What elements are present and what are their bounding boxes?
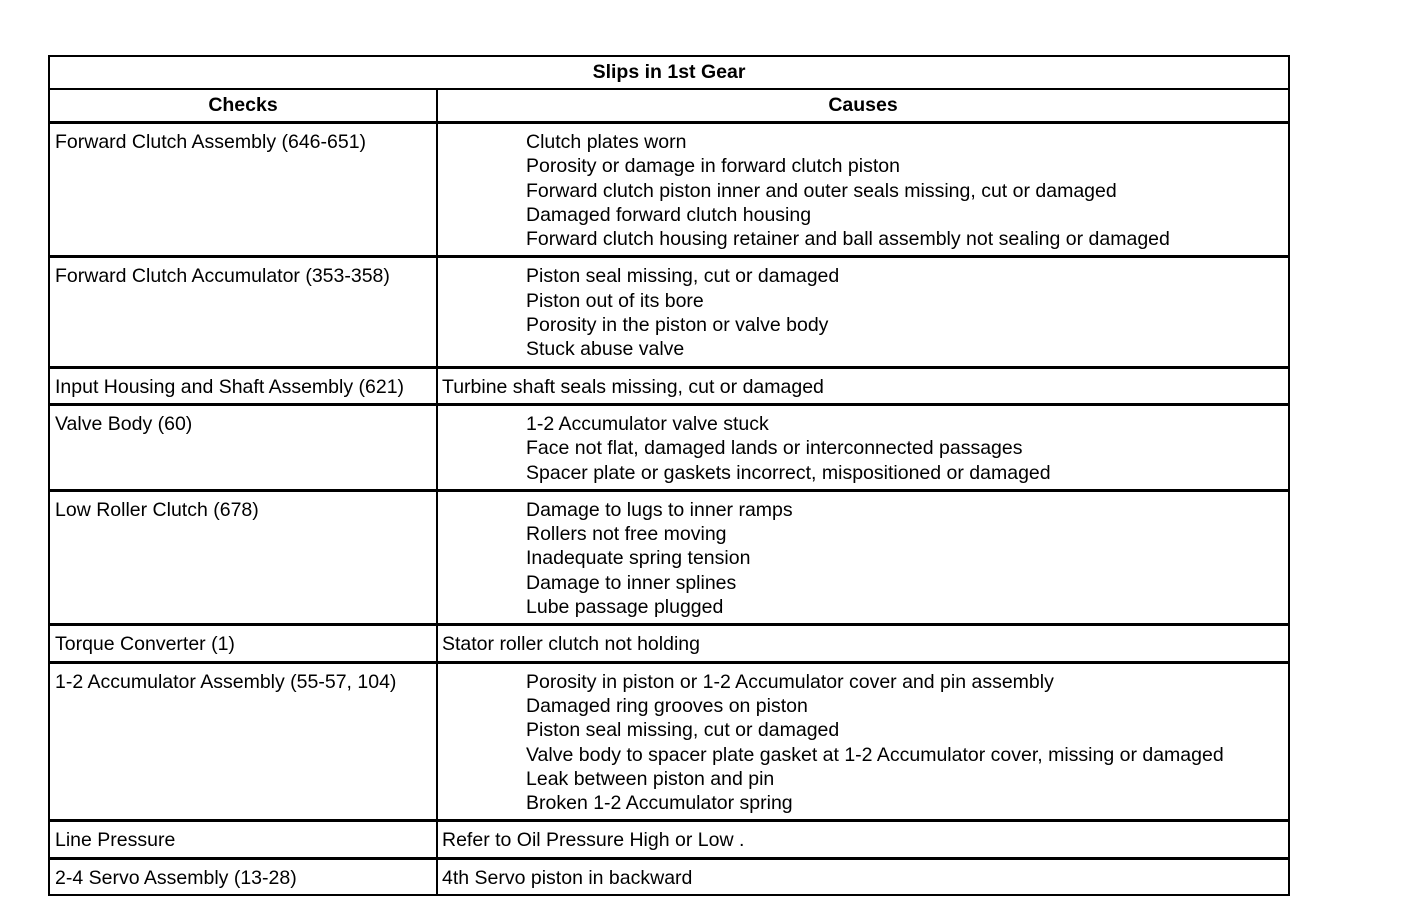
- cause-item: Stator roller clutch not holding: [442, 633, 700, 656]
- column-header-checks: Checks: [49, 89, 437, 123]
- check-cell: 2-4 Servo Assembly (13-28): [49, 858, 437, 895]
- cause-item: Refer to Oil Pressure High or Low .: [442, 829, 745, 852]
- causes-cell: [437, 367, 1289, 404]
- table-row: [49, 625, 1289, 662]
- cause-item: 1-2 Accumulator valve stuck: [526, 412, 769, 435]
- cause-item: Forward clutch housing retainer and ball assembly not sealing or damaged: [526, 228, 1170, 251]
- cause-item: Forward clutch piston inner and outer seals missing, cut or damaged: [526, 179, 1117, 202]
- cause-item: Valve body to spacer plate gasket at 1-2 Accumulator cover, missing or damaged: [526, 743, 1224, 766]
- cause-item: Damaged forward clutch housing: [526, 203, 812, 226]
- table-title: Slips in 1st Gear: [49, 56, 1289, 89]
- cause-item: Clutch plates worn: [526, 131, 687, 153]
- table-row: [49, 367, 1289, 404]
- cause-item: Damage to lugs to inner ramps: [526, 498, 793, 521]
- check-cell: Valve Body (60): [49, 404, 437, 490]
- cause-item: Rollers not free moving: [526, 523, 727, 546]
- check-cell: Torque Converter (1): [49, 625, 437, 662]
- cause-item: Piston seal missing, cut or damaged: [526, 265, 840, 288]
- table-row: [49, 662, 1289, 821]
- cause-item: Damage to inner splines: [526, 571, 737, 594]
- cause-item: Porosity in piston or 1-2 Accumulator cover and pin assembly: [526, 670, 1054, 693]
- check-cell: 1-2 Accumulator Assembly (55-57, 104): [49, 662, 437, 821]
- cause-item: Damaged ring grooves on piston: [526, 694, 808, 717]
- causes-cell: [437, 662, 1289, 821]
- cause-item: Porosity or damage in forward clutch piston: [526, 155, 900, 178]
- check-cell: Forward Clutch Accumulator (353-358): [49, 257, 437, 367]
- cause-item: Stuck abuse valve: [526, 338, 685, 361]
- cause-item: Porosity in the piston or valve body: [526, 314, 829, 337]
- check-cell: Forward Clutch Assembly (646-651): [49, 123, 437, 257]
- cause-item: Broken 1-2 Accumulator spring: [526, 792, 793, 815]
- table-row: [49, 490, 1289, 624]
- cause-item: Inadequate spring tension: [526, 547, 751, 570]
- cause-item: Face not flat, damaged lands or interconnected passages: [526, 437, 1023, 460]
- cause-item: Piston seal missing, cut or damaged: [526, 719, 840, 742]
- table-row: [49, 257, 1289, 367]
- cause-item: Spacer plate or gaskets incorrect, mispositioned or damaged: [526, 461, 1051, 484]
- diagnosis-table: [48, 55, 1290, 896]
- column-header-causes: Causes: [437, 89, 1289, 123]
- cause-item: Leak between piston and pin: [526, 767, 775, 790]
- table-row: [49, 404, 1289, 490]
- table-row: [49, 821, 1289, 858]
- check-cell: Line Pressure: [49, 821, 437, 858]
- cause-item: Turbine shaft seals missing, cut or damaged: [442, 375, 824, 398]
- check-cell: Low Roller Clutch (678): [49, 490, 437, 624]
- cause-item: Piston out of its bore: [526, 289, 704, 312]
- table-row: [49, 858, 1289, 895]
- table-row: [49, 123, 1289, 257]
- cause-item: 4th Servo piston in backward: [442, 866, 693, 889]
- causes-cell: [437, 123, 1289, 257]
- causes-cell: [437, 490, 1289, 624]
- causes-cell: [437, 625, 1289, 662]
- causes-cell: [437, 404, 1289, 490]
- check-cell: Input Housing and Shaft Assembly (621): [49, 367, 437, 404]
- causes-cell: [437, 257, 1289, 367]
- causes-cell: [437, 858, 1289, 895]
- causes-cell: [437, 821, 1289, 858]
- cause-item: Lube passage plugged: [526, 596, 724, 619]
